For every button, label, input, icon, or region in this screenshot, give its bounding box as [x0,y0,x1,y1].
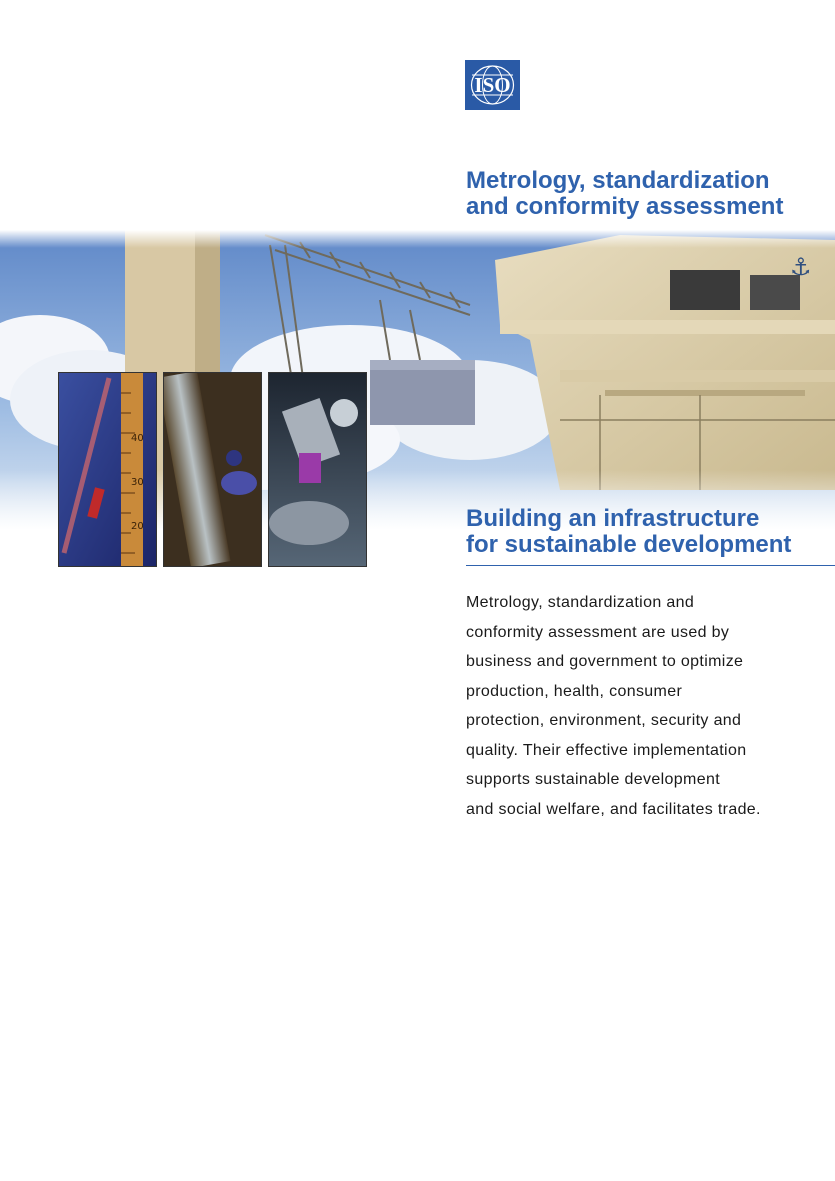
ruler-tick: 20 [131,521,144,532]
ruler-tick: 30 [131,477,144,488]
body-line: protection, environment, security and [466,712,742,729]
body-line: supports sustainable development [466,771,721,788]
section-heading [466,506,826,558]
page-title [466,168,826,220]
subtitle-line: for sustainable development [466,531,792,558]
body-line: Metrology, standardization and [466,594,695,611]
svg-text:⚓: ⚓ [790,253,812,281]
thumbnail-strip [58,372,366,567]
thumbnail-microscope [268,372,367,567]
body-line: and social welfare, and facilitates trade. [466,800,761,818]
ruler-tick: 40 [131,433,144,444]
subtitle-line: Building an infrastructure [466,505,760,532]
title-line: Metrology, standardization [466,167,770,194]
divider [466,565,835,566]
body-line: production, health, consumer [466,682,683,700]
logo-text: ISO [474,73,511,97]
thumbnail-measuring-tube [58,372,157,567]
body-line: business and government to optimize [466,653,744,670]
body-line: quality. Their effective implementation [466,741,747,759]
iso-logo [465,60,520,110]
thumbnail-pipe-worker [163,372,262,567]
body-line: conformity assessment are used by [466,623,730,641]
title-line: and conformity assessment [466,193,784,220]
body-paragraph [466,588,806,824]
